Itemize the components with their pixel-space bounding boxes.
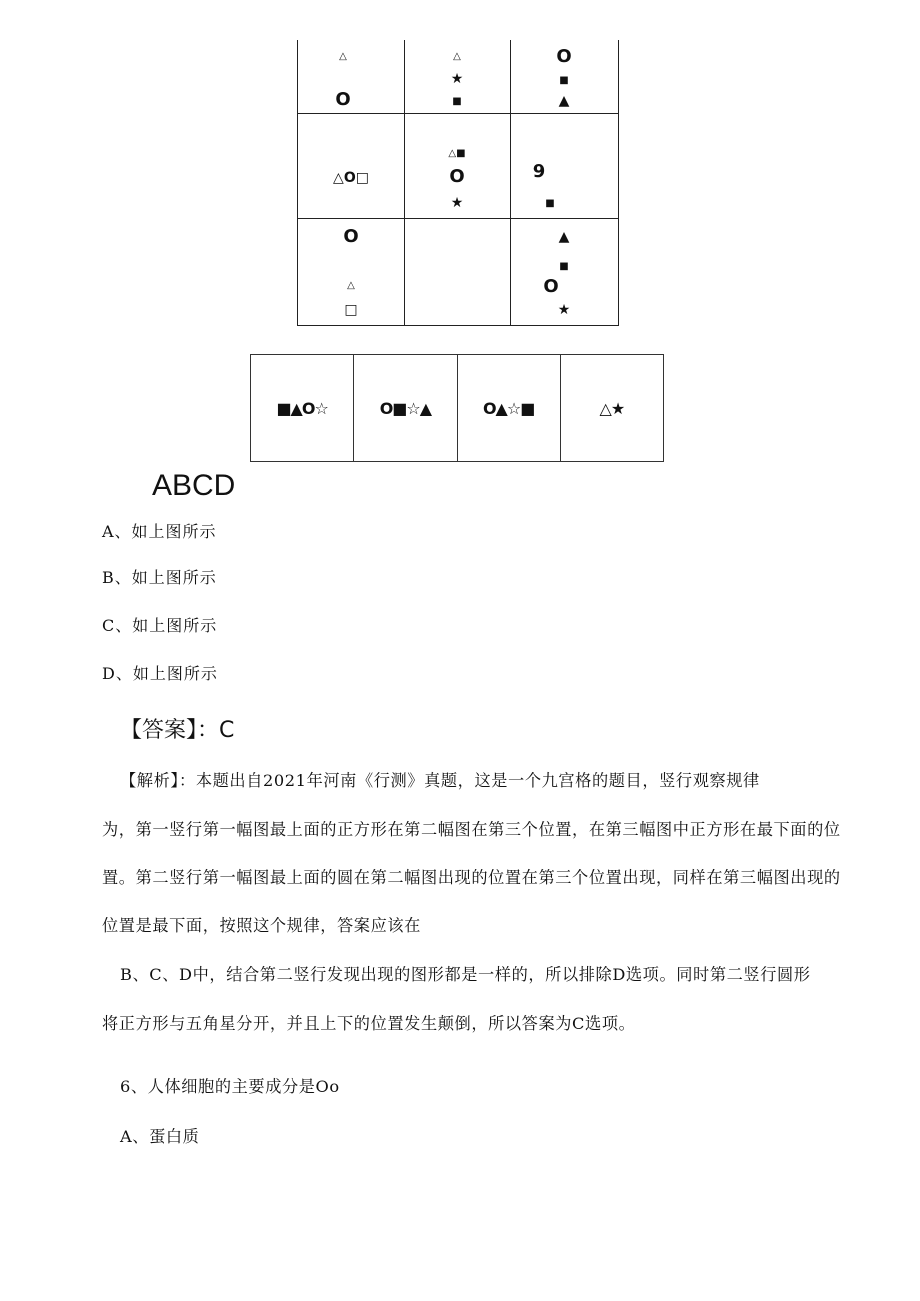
grid-symbol: 9 <box>532 161 546 182</box>
choice-d: D、如上图所示 <box>102 664 218 683</box>
explanation-line: 置。第二竖行第一幅图最上面的圆在第二幅图出现的位置在第三个位置出现，同样在第三幅图出现的 <box>102 868 841 887</box>
grid-line <box>618 40 619 326</box>
option-figure-b: O■☆▲ <box>353 355 456 461</box>
grid-symbol: △ <box>339 51 347 62</box>
grid-symbol: ★ <box>557 302 571 318</box>
grid-line <box>404 40 405 326</box>
grid-symbol: ▲ <box>558 229 570 245</box>
grid-symbol: ■ <box>559 75 569 86</box>
explanation-line: 【解析】：本题出自2021年河南《行测》真题，这是一个九宫格的题目，竖行观察规律 <box>120 771 760 790</box>
grid-symbol: □ <box>344 302 358 318</box>
grid-symbol: O <box>543 276 559 297</box>
choice-b: B、如上图所示 <box>102 568 217 587</box>
option-figure-d: △★ <box>560 355 663 461</box>
choice-a: A、如上图所示 <box>102 522 217 541</box>
option-figure-c: O▲☆■ <box>457 355 560 461</box>
grid-symbol: △■ <box>448 148 466 159</box>
puzzle-grid <box>297 40 619 326</box>
grid-line <box>297 325 619 326</box>
grid-symbol: O <box>335 89 351 110</box>
grid-symbol: ★ <box>450 195 464 211</box>
grid-symbol: ★ <box>450 71 464 87</box>
grid-line <box>297 113 619 114</box>
answer-options-figure <box>250 354 664 462</box>
option-figure-a: ■▲O☆ <box>276 398 328 418</box>
grid-symbol: O <box>556 46 572 67</box>
grid-symbol: ■ <box>452 96 462 107</box>
answer-line: 【答案】：C <box>120 718 235 743</box>
grid-symbol: ■ <box>545 198 555 209</box>
grid-symbol: O <box>449 166 465 187</box>
grid-symbol: ■ <box>559 261 569 272</box>
explanation-line: 位置是最下面，按照这个规律，答案应该在 <box>102 916 421 935</box>
explanation-line: 将正方形与五角星分开，并且上下的位置发生颠倒，所以答案为C选项。 <box>102 1014 636 1033</box>
grid-line <box>510 40 511 326</box>
question-6-option-a: A、蛋白质 <box>120 1127 200 1146</box>
choice-c: C、如上图所示 <box>102 616 218 635</box>
explanation-line: 为，第一竖行第一幅图最上面的正方形在第二幅图在第三个位置，在第三幅图中正方形在最下面的位 <box>102 820 841 839</box>
grid-line <box>297 218 619 219</box>
grid-symbol: ▲ <box>558 93 570 109</box>
grid-symbol: △O□ <box>333 170 369 186</box>
grid-symbol: △ <box>453 51 461 62</box>
grid-line <box>297 40 298 326</box>
option-letters: ABCD <box>152 469 236 502</box>
question-6: 6、人体细胞的主要成分是Oo <box>120 1077 340 1096</box>
grid-symbol: △ <box>347 280 355 291</box>
grid-symbol: O <box>343 226 359 247</box>
explanation-line: B、C、D中，结合第二竖行发现出现的图形都是一样的，所以排除D选项。同时第二竖行圆形 <box>120 965 811 984</box>
